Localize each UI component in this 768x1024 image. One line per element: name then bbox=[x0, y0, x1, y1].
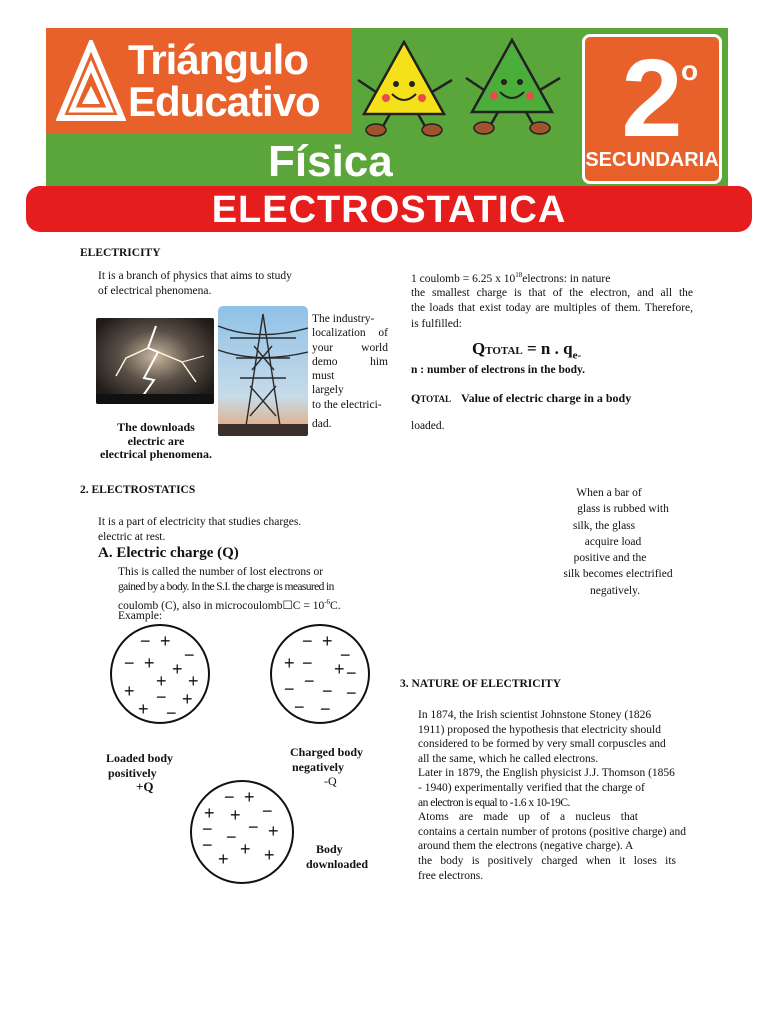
minus-sign: − bbox=[302, 653, 313, 673]
mascot-triangles-icon bbox=[352, 36, 572, 140]
glass-note-line: silk becomes electrified bbox=[563, 568, 673, 581]
subject-title: Física bbox=[268, 137, 393, 186]
photo-caption-line: The downloads bbox=[117, 420, 195, 434]
industry-note-line: must bbox=[312, 370, 335, 383]
industry-note-line: localization of bbox=[312, 327, 388, 340]
formula-electron: e- bbox=[572, 349, 582, 362]
nature-line: an electron is equal to -1.6 x 10-19C. bbox=[418, 796, 570, 809]
glass-note-line: glass is rubbed with bbox=[577, 503, 669, 516]
qtotal-text: Value of electric charge in a body bbox=[461, 391, 632, 405]
nature-line: free electrons. bbox=[418, 869, 484, 882]
grade-superscript: o bbox=[681, 55, 699, 86]
minus-sign: − bbox=[166, 703, 177, 723]
negative-body-circle bbox=[270, 624, 370, 724]
nature-line: all the same, which he called electrons. bbox=[418, 752, 599, 765]
minus-sign: − bbox=[320, 699, 331, 719]
plus-sign: + bbox=[138, 699, 149, 719]
qtotal-q: Q bbox=[411, 391, 421, 405]
industry-note-line: to the electrici- bbox=[312, 398, 382, 411]
minus-sign: − bbox=[224, 787, 235, 807]
logo-line-1: Triángulo bbox=[128, 36, 308, 83]
minus-sign: − bbox=[124, 653, 135, 673]
charge-def-text: coulomb (C), also in microcoulomb☐C = 10 bbox=[118, 599, 325, 612]
plus-sign: + bbox=[322, 631, 333, 651]
plus-sign: + bbox=[160, 631, 171, 651]
glass-note-line: When a bar of bbox=[576, 487, 642, 499]
coulomb-exponent: 18 bbox=[515, 271, 523, 279]
plus-sign: + bbox=[188, 671, 199, 691]
formula-q: Q bbox=[472, 339, 486, 358]
coulomb-line: is fulfilled: bbox=[411, 318, 462, 330]
coulomb-text: 1 coulomb = 6.25 x 10 bbox=[411, 272, 516, 285]
qtotal-definition bbox=[411, 391, 631, 406]
coulomb-line bbox=[411, 268, 610, 287]
plus-sign: + bbox=[204, 803, 215, 823]
logo-triangle-icon bbox=[56, 40, 126, 124]
industry-note-line: your world bbox=[312, 341, 388, 354]
industry-note-line: demo him bbox=[312, 355, 388, 368]
industry-note-line: largely bbox=[312, 384, 344, 397]
minus-sign: − bbox=[340, 645, 351, 665]
glass-note bbox=[548, 485, 698, 599]
page-title: ELECTROSTATICA bbox=[211, 189, 567, 231]
plus-sign: + bbox=[144, 653, 155, 673]
minus-sign: − bbox=[262, 801, 273, 821]
negative-label-line: negatively bbox=[292, 759, 344, 774]
minus-sign: − bbox=[346, 663, 357, 683]
neutral-body-circle bbox=[190, 780, 294, 884]
industry-note bbox=[312, 312, 388, 431]
lightning-photo bbox=[96, 318, 214, 404]
negative-body-label bbox=[290, 745, 363, 789]
glass-note-line: positive and the bbox=[573, 552, 647, 565]
photo-caption-line: electrical phenomena. bbox=[100, 447, 212, 461]
minus-sign: − bbox=[322, 681, 333, 701]
photo-caption bbox=[96, 421, 216, 462]
minus-sign: − bbox=[202, 835, 213, 855]
industry-note-line: The industry- bbox=[312, 313, 375, 325]
nature-line: contains a certain number of protons (positive charge) and bbox=[418, 825, 687, 838]
grade-badge bbox=[582, 34, 722, 184]
coulomb-text-end: electrons: in nature bbox=[522, 272, 611, 285]
industry-note-line: dad. bbox=[312, 418, 332, 431]
subsection-heading-electric-charge: A. Electric charge (Q) bbox=[98, 545, 239, 561]
grade-number: 2 bbox=[621, 37, 683, 160]
charge-def-line: This is called the number of lost electrons or bbox=[118, 566, 324, 578]
photo-caption-line: electric are bbox=[127, 433, 185, 448]
grade-level: SECUNDARIA bbox=[585, 149, 719, 171]
charge-def-end: C. bbox=[330, 599, 341, 612]
minus-sign: − bbox=[346, 683, 357, 703]
nature-line: considered to be formed by very small corpuscles and bbox=[418, 738, 666, 751]
plus-sign: + bbox=[156, 671, 167, 691]
section-heading-electricity: ELECTRICITY bbox=[80, 247, 161, 259]
formula-rest: = n . q bbox=[522, 339, 573, 358]
plus-sign: + bbox=[182, 689, 193, 709]
plus-sign: + bbox=[284, 653, 295, 673]
minus-sign: − bbox=[284, 679, 295, 699]
loaded-text: loaded. bbox=[411, 420, 445, 432]
plus-sign: + bbox=[124, 681, 135, 701]
nature-line: In 1874, the Irish scientist Johnstone Stoney (1826 bbox=[418, 709, 652, 721]
charge-def-exponent: -6 bbox=[324, 598, 331, 606]
plus-sign: + bbox=[244, 787, 255, 807]
minus-sign: − bbox=[156, 687, 167, 707]
plus-sign: + bbox=[230, 805, 241, 825]
coulomb-line: the smallest charge is that of the electron, and all the bbox=[411, 287, 693, 299]
glass-note-line: acquire load bbox=[584, 535, 642, 548]
glass-note-line: negatively. bbox=[589, 584, 641, 597]
minus-sign: − bbox=[184, 645, 195, 665]
positive-label-line: Loaded body bbox=[106, 751, 174, 765]
minus-sign: − bbox=[294, 697, 305, 717]
positive-label-line: positively bbox=[108, 765, 157, 780]
plus-sign: + bbox=[264, 845, 275, 865]
nature-line: around them the electrons (negative charge). A bbox=[418, 840, 634, 853]
paragraph-line: electric at rest. bbox=[98, 531, 166, 543]
power-tower-photo bbox=[218, 306, 308, 436]
nature-line: - 1940) experimentally verified that the charge of bbox=[418, 781, 645, 794]
section-heading-electrostatics: 2. ELECTROSTATICS bbox=[80, 484, 196, 496]
n-definition: n : number of electrons in the body. bbox=[411, 364, 586, 376]
paragraph-line: It is a branch of physics that aims to study bbox=[98, 270, 292, 282]
nature-line: the body is positively charged when it loses its bbox=[418, 854, 676, 867]
negative-label-line: Charged body bbox=[290, 745, 364, 759]
nature-paragraph bbox=[418, 708, 708, 883]
negative-label-line: -Q bbox=[324, 774, 337, 788]
positive-label-line: +Q bbox=[136, 779, 154, 794]
neutral-label-line: downloaded bbox=[306, 856, 369, 871]
section-heading-nature-of-electricity: 3. NATURE OF ELECTRICITY bbox=[400, 678, 562, 690]
plus-sign: + bbox=[240, 839, 251, 859]
positive-body-circle bbox=[110, 624, 210, 724]
nature-line: 1911) proposed the hypothesis that electricity should bbox=[418, 723, 661, 736]
charge-formula bbox=[472, 339, 581, 361]
plus-sign: + bbox=[268, 821, 279, 841]
neutral-body-label bbox=[306, 842, 368, 871]
minus-sign: − bbox=[304, 671, 315, 691]
plus-sign: + bbox=[172, 659, 183, 679]
example-label: Example: bbox=[118, 610, 163, 622]
minus-sign: − bbox=[202, 819, 213, 839]
minus-sign: − bbox=[302, 631, 313, 651]
nature-line: Later in 1879, the English physicist J.J. Thomson (1856 bbox=[418, 767, 675, 780]
minus-sign: − bbox=[226, 827, 237, 847]
glass-note-line: silk, the glass bbox=[572, 519, 636, 532]
logo-line-2: Educativo bbox=[128, 78, 320, 125]
paragraph-line: of electrical phenomena. bbox=[98, 285, 212, 297]
formula-subscript: TOTAL bbox=[485, 345, 523, 357]
qtotal-subscript: TOTAL bbox=[420, 394, 452, 404]
coulomb-line: the loads that exist today are multiples of them. Therefore, bbox=[411, 302, 693, 314]
paragraph-line: It is a part of electricity that studies charges. bbox=[98, 516, 302, 528]
minus-sign: − bbox=[248, 817, 259, 837]
plus-sign: + bbox=[218, 849, 229, 869]
nature-line: Atoms are made up of a nucleus that bbox=[418, 811, 638, 824]
plus-sign: + bbox=[334, 659, 345, 679]
minus-sign: − bbox=[140, 631, 151, 651]
neutral-label-line: Body bbox=[316, 842, 343, 856]
positive-body-label bbox=[106, 751, 173, 795]
charge-def-line: gained by a body. In the S.I. the charge is measured in bbox=[118, 581, 334, 593]
